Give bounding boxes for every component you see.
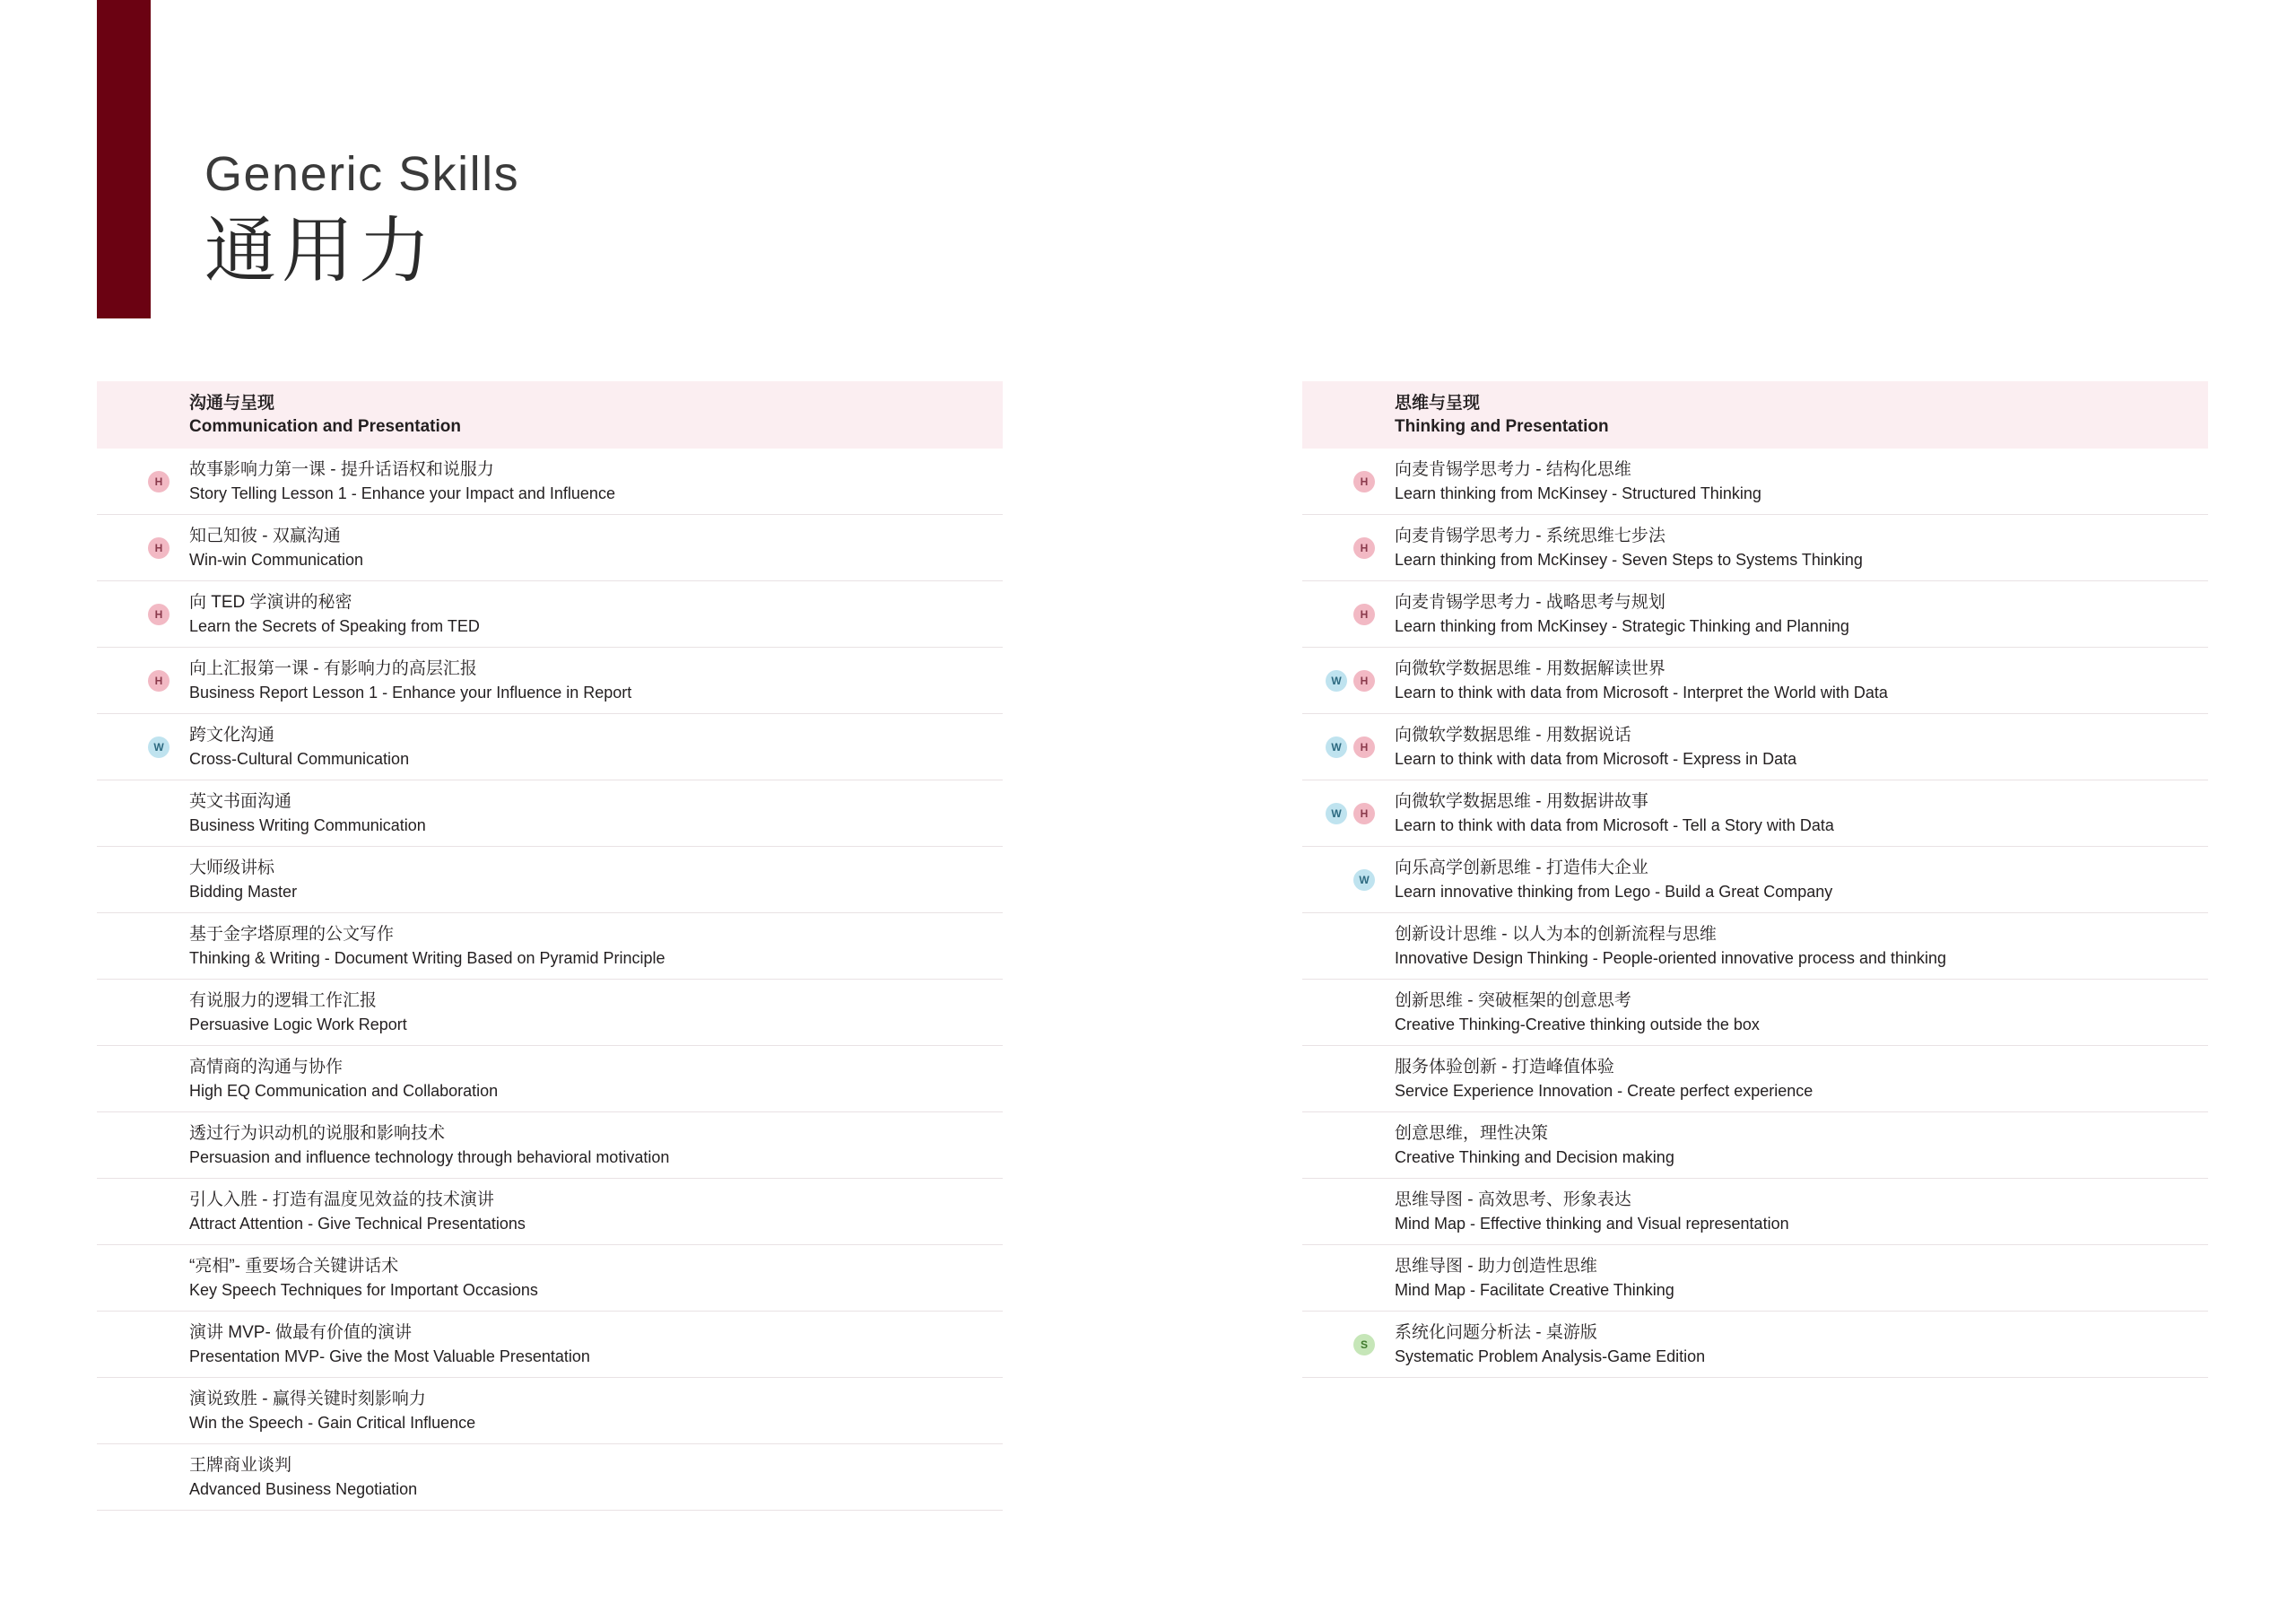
course-title-chinese: 知己知彼 - 双赢沟通 [189, 526, 341, 545]
course-title-english: Learn the Secrets of Speaking from TED [189, 617, 480, 636]
column-header [97, 381, 1003, 449]
page-title-english: Generic Skills [204, 147, 520, 201]
course-title-english: Bidding Master [189, 883, 298, 902]
badge-group [97, 933, 182, 960]
course-title-english: Thinking & Writing - Document Writing Based on Pyramid Principle [189, 949, 665, 968]
course-title-english: Persuasive Logic Work Report [189, 1015, 407, 1034]
course-title-english: Win the Speech - Gain Critical Influence [189, 1414, 476, 1433]
course-title-chinese: 王牌商业谈判 [189, 1455, 292, 1475]
course-title-chinese: 英文书面沟通 [189, 791, 292, 811]
course-entry[interactable] [97, 780, 1003, 847]
badge-group [1302, 535, 1387, 562]
course-title-english: Creative Thinking-Creative thinking outside the box [1395, 1015, 1760, 1034]
course-entry[interactable] [1302, 980, 2208, 1046]
course-title-english: Business Writing Communication [189, 816, 426, 835]
course-title-chinese: 思维导图 - 助力创造性思维 [1395, 1256, 1597, 1276]
course-title-chinese: 演说致胜 - 赢得关键时刻影响力 [189, 1389, 426, 1408]
course-title-english: Cross-Cultural Communication [189, 750, 410, 769]
course-title-chinese: 服务体验创新 - 打造峰值体验 [1395, 1057, 1614, 1076]
course-entry[interactable] [1302, 847, 2208, 913]
badge-group [97, 601, 182, 628]
course-entry[interactable] [97, 1378, 1003, 1444]
badge-group [1302, 1066, 1387, 1093]
course-title-chinese: 向乐高学创新思维 - 打造伟大企业 [1395, 858, 1648, 877]
column-thinking-and-presentation [1302, 381, 2208, 1378]
badge-group [1302, 1265, 1387, 1292]
column-header-english: Communication and Presentation [189, 416, 461, 436]
column-header [1302, 381, 2208, 449]
badge-group [97, 1398, 182, 1425]
course-entry[interactable] [97, 449, 1003, 515]
badge-h-icon: H [1353, 604, 1375, 625]
badge-group [97, 1331, 182, 1358]
course-title-chinese: 有说服力的逻辑工作汇报 [189, 990, 378, 1010]
badge-group [1302, 734, 1387, 761]
course-entry[interactable] [97, 1179, 1003, 1245]
course-title-chinese: 透过行为识动机的说服和影响技术 [189, 1123, 446, 1143]
course-entry[interactable] [1302, 1245, 2208, 1312]
badge-group [97, 867, 182, 893]
course-title-english: Systematic Problem Analysis-Game Edition [1395, 1347, 1706, 1366]
badge-group [1302, 1198, 1387, 1225]
course-title-english: Business Report Lesson 1 - Enhance your Influence in Report [189, 684, 632, 702]
page-title-chinese: 通用力 [204, 211, 436, 292]
badge-h-icon: H [148, 471, 170, 492]
course-title-english: Learn innovative thinking from Lego - Build a Great Company [1395, 883, 1833, 902]
course-title-chinese: 系统化问题分析法 - 桌游版 [1395, 1322, 1597, 1342]
column-header-chinese: 思维与呈现 [1395, 393, 1481, 413]
badge-h-icon: H [148, 670, 170, 692]
badge-w-icon: W [1326, 736, 1347, 758]
badge-h-icon: H [1353, 670, 1375, 692]
badge-group [97, 1198, 182, 1225]
course-title-english: Attract Attention - Give Technical Presentations [189, 1215, 526, 1233]
badge-group [97, 999, 182, 1026]
course-entry[interactable] [97, 581, 1003, 648]
badge-w-icon: W [1326, 670, 1347, 692]
course-title-english: Presentation MVP- Give the Most Valuable Presentation [189, 1347, 590, 1366]
course-title-chinese: 向麦肯锡学思考力 - 系统思维七步法 [1395, 526, 1665, 545]
course-title-chinese: 向麦肯锡学思考力 - 战略思考与规划 [1395, 592, 1665, 612]
course-title-english: Service Experience Innovation - Create perfect experience [1395, 1082, 1813, 1101]
course-entry[interactable] [97, 1444, 1003, 1511]
badge-w-icon: W [1353, 869, 1375, 891]
course-title-english: Learn to think with data from Microsoft - Tell a Story with Data [1395, 816, 1834, 835]
course-entry[interactable] [97, 714, 1003, 780]
course-entry[interactable] [97, 1312, 1003, 1378]
badge-group [97, 1066, 182, 1093]
course-entry[interactable] [97, 515, 1003, 581]
course-title-english: Learn thinking from McKinsey - Seven Steps to Systems Thinking [1395, 551, 1863, 570]
badge-group [97, 667, 182, 694]
course-entry[interactable] [1302, 515, 2208, 581]
column-communication-and-presentation [97, 381, 1003, 1511]
accent-bar [97, 0, 151, 318]
course-title-chinese: 向微软学数据思维 - 用数据讲故事 [1395, 791, 1648, 811]
course-entry[interactable] [1302, 714, 2208, 780]
badge-group [1302, 667, 1387, 694]
badge-w-icon: W [148, 736, 170, 758]
column-header-chinese: 沟通与呈现 [189, 393, 275, 413]
course-list-right [1302, 449, 2208, 1378]
course-title-english: Key Speech Techniques for Important Occasions [189, 1281, 538, 1300]
course-title-chinese: 思维导图 - 高效思考、形象表达 [1395, 1190, 1631, 1209]
course-entry[interactable] [97, 648, 1003, 714]
badge-group [1302, 800, 1387, 827]
course-title-chinese: 向微软学数据思维 - 用数据解读世界 [1395, 658, 1665, 678]
course-entry[interactable] [97, 913, 1003, 980]
badge-group [97, 535, 182, 562]
badge-h-icon: H [1353, 803, 1375, 824]
course-entry[interactable] [1302, 913, 2208, 980]
column-header-english: Thinking and Presentation [1395, 416, 1609, 436]
badge-group [1302, 999, 1387, 1026]
course-entry[interactable] [97, 1046, 1003, 1112]
course-title-english: Story Telling Lesson 1 - Enhance your Impact and Influence [189, 484, 615, 503]
badge-group [97, 1265, 182, 1292]
course-title-english: Learn to think with data from Microsoft - Interpret the World with Data [1395, 684, 1888, 702]
course-title-chinese: 创新思维 - 突破框架的创意思考 [1395, 990, 1631, 1010]
badge-group [1302, 601, 1387, 628]
course-title-chinese: 向 TED 学演讲的秘密 [189, 592, 352, 612]
course-entry[interactable] [1302, 1046, 2208, 1112]
badge-h-icon: H [1353, 537, 1375, 559]
course-title-chinese: 引人入胜 - 打造有温度见效益的技术演讲 [189, 1190, 494, 1209]
course-title-english: Advanced Business Negotiation [189, 1480, 418, 1499]
badge-group [1302, 1331, 1387, 1358]
course-title-english: Learn to think with data from Microsoft - Express in Data [1395, 750, 1797, 769]
course-title-chinese: 高情商的沟通与协作 [189, 1057, 344, 1076]
course-title-english: Mind Map - Effective thinking and Visual representation [1395, 1215, 1789, 1233]
course-title-chinese: 创新设计思维 - 以人为本的创新流程与思维 [1395, 924, 1717, 944]
course-entry[interactable] [97, 1245, 1003, 1312]
course-entry[interactable] [1302, 648, 2208, 714]
course-entry[interactable] [97, 1112, 1003, 1179]
course-title-chinese: 大师级讲标 [189, 858, 275, 877]
badge-group [97, 1464, 182, 1491]
course-entry[interactable] [1302, 1112, 2208, 1179]
course-title-chinese: 演讲 MVP- 做最有价值的演讲 [189, 1322, 413, 1342]
course-title-chinese: 创意思维，理性决策 [1395, 1123, 1549, 1143]
badge-h-icon: H [1353, 736, 1375, 758]
badge-group [1302, 933, 1387, 960]
course-title-chinese: 跨文化沟通 [189, 725, 275, 745]
course-title-chinese: 向微软学数据思维 - 用数据说话 [1395, 725, 1631, 745]
badge-group [97, 734, 182, 761]
course-title-english: Persuasion and influence technology through behavioral motivation [189, 1148, 670, 1167]
course-list-left [97, 449, 1003, 1511]
course-title-english: Learn thinking from McKinsey - Structured Thinking [1395, 484, 1761, 503]
badge-group [97, 468, 182, 495]
course-entry[interactable] [1302, 1312, 2208, 1378]
badge-w-icon: W [1326, 803, 1347, 824]
badge-group [97, 800, 182, 827]
course-entry[interactable] [1302, 581, 2208, 648]
course-entry[interactable] [97, 980, 1003, 1046]
badge-group [1302, 468, 1387, 495]
badge-group [1302, 867, 1387, 893]
badge-group [97, 1132, 182, 1159]
badge-group [1302, 1132, 1387, 1159]
course-entry[interactable] [1302, 449, 2208, 515]
course-title-english: Innovative Design Thinking - People-oriented innovative process and thinking [1395, 949, 1947, 968]
course-title-chinese: 向上汇报第一课 - 有影响力的高层汇报 [189, 658, 477, 678]
course-title-chinese: 向麦肯锡学思考力 - 结构化思维 [1395, 459, 1631, 479]
course-title-english: Win-win Communication [189, 551, 364, 570]
badge-h-icon: H [1353, 471, 1375, 492]
course-entry[interactable] [1302, 1179, 2208, 1245]
course-title-chinese: 故事影响力第一课 - 提升话语权和说服力 [189, 459, 494, 479]
course-title-english: Creative Thinking and Decision making [1395, 1148, 1674, 1167]
course-title-chinese: 基于金字塔原理的公文写作 [189, 924, 395, 944]
badge-s-icon: S [1353, 1334, 1375, 1355]
course-title-english: High EQ Communication and Collaboration [189, 1082, 499, 1101]
course-entry[interactable] [1302, 780, 2208, 847]
badge-h-icon: H [148, 537, 170, 559]
course-title-english: Mind Map - Facilitate Creative Thinking [1395, 1281, 1674, 1300]
course-title-chinese: “亮相”- 重要场合关键讲话术 [189, 1256, 399, 1276]
badge-h-icon: H [148, 604, 170, 625]
course-title-english: Learn thinking from McKinsey - Strategic Thinking and Planning [1395, 617, 1849, 636]
page-title [204, 148, 519, 292]
course-entry[interactable] [97, 847, 1003, 913]
